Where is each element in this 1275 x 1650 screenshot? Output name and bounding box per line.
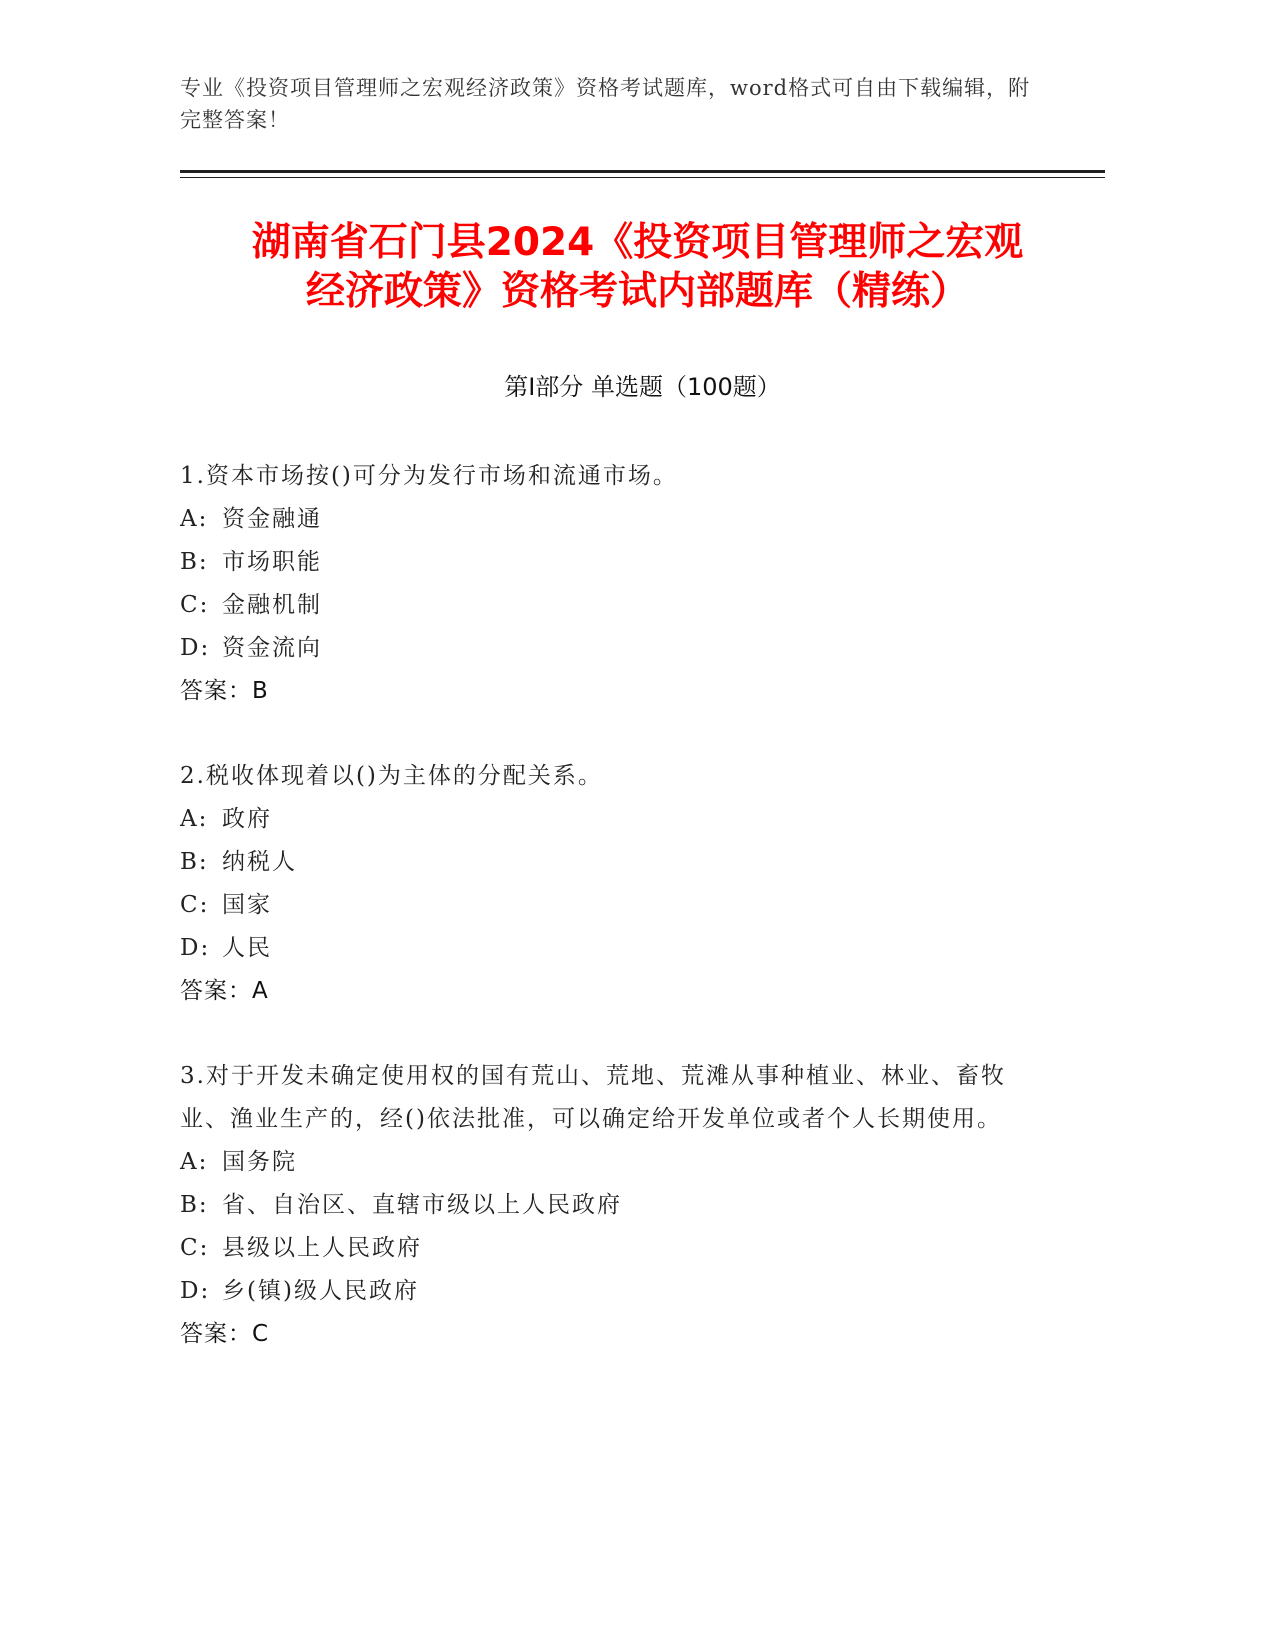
header-divider-thin (180, 177, 1105, 178)
option-key: C: (180, 592, 210, 618)
option-a (180, 1141, 1020, 1184)
option-a (180, 798, 1020, 841)
option-key: D: (180, 635, 211, 661)
document-title-line-2: 经济政策》资格考试内部题库（精练） (305, 269, 969, 314)
document-title (150, 218, 1125, 316)
question-stem: 2.税收体现着以()为主体的分配关系。 (180, 763, 603, 789)
option-key: A: (180, 806, 209, 832)
option-b (180, 1184, 1020, 1227)
option-key: A: (180, 1149, 209, 1175)
option-text: 县级以上人民政府 (222, 1235, 422, 1261)
document-title-line-1: 湖南省石门县2024《投资项目管理师之宏观 (251, 220, 1024, 265)
section-heading: 第Ⅰ部分 单选题（100题） (504, 373, 781, 401)
option-key: D: (180, 1278, 211, 1304)
option-key: B: (180, 1192, 209, 1218)
option-text: 市场职能 (222, 549, 322, 575)
header-divider-thick (180, 170, 1105, 173)
option-c (180, 884, 1020, 927)
option-key: A: (180, 506, 209, 532)
option-text: 资金融通 (222, 506, 322, 532)
option-d (180, 1270, 1020, 1313)
option-a (180, 498, 1020, 541)
answer-line: 答案：B (180, 678, 269, 704)
option-d (180, 927, 1020, 970)
option-text: 乡(镇)级人民政府 (222, 1278, 419, 1304)
option-key: B: (180, 849, 209, 875)
option-b (180, 841, 1020, 884)
option-text: 人民 (222, 935, 272, 961)
option-key: C: (180, 892, 210, 918)
option-b (180, 541, 1020, 584)
option-d (180, 627, 1020, 670)
header-note: 专业《投资项目管理师之宏观经济政策》资格考试题库，word格式可自由下载编辑，附完整答案！ (180, 76, 1031, 132)
question-3 (180, 1055, 1020, 1356)
option-text: 省、自治区、直辖市级以上人民政府 (222, 1192, 622, 1218)
question-list (180, 455, 1020, 1398)
option-key: C: (180, 1235, 210, 1261)
option-c (180, 1227, 1020, 1270)
option-text: 国务院 (222, 1149, 297, 1175)
option-key: D: (180, 935, 211, 961)
option-text: 政府 (222, 806, 272, 832)
question-1 (180, 455, 1020, 713)
option-text: 金融机制 (222, 592, 322, 618)
question-2 (180, 755, 1020, 1013)
option-text: 纳税人 (222, 849, 297, 875)
answer-line: 答案：C (180, 1321, 270, 1347)
question-stem: 3.对于开发未确定使用权的国有荒山、荒地、荒滩从事种植业、林业、畜牧业、渔业生产的，经()依法批准，可以确定给开发单位或者个人长期使用。 (180, 1063, 1006, 1132)
option-c (180, 584, 1020, 627)
answer-line: 答案：A (180, 978, 269, 1004)
option-key: B: (180, 549, 209, 575)
option-text: 国家 (222, 892, 272, 918)
option-text: 资金流向 (222, 635, 322, 661)
question-stem: 1.资本市场按()可分为发行市场和流通市场。 (180, 463, 678, 489)
